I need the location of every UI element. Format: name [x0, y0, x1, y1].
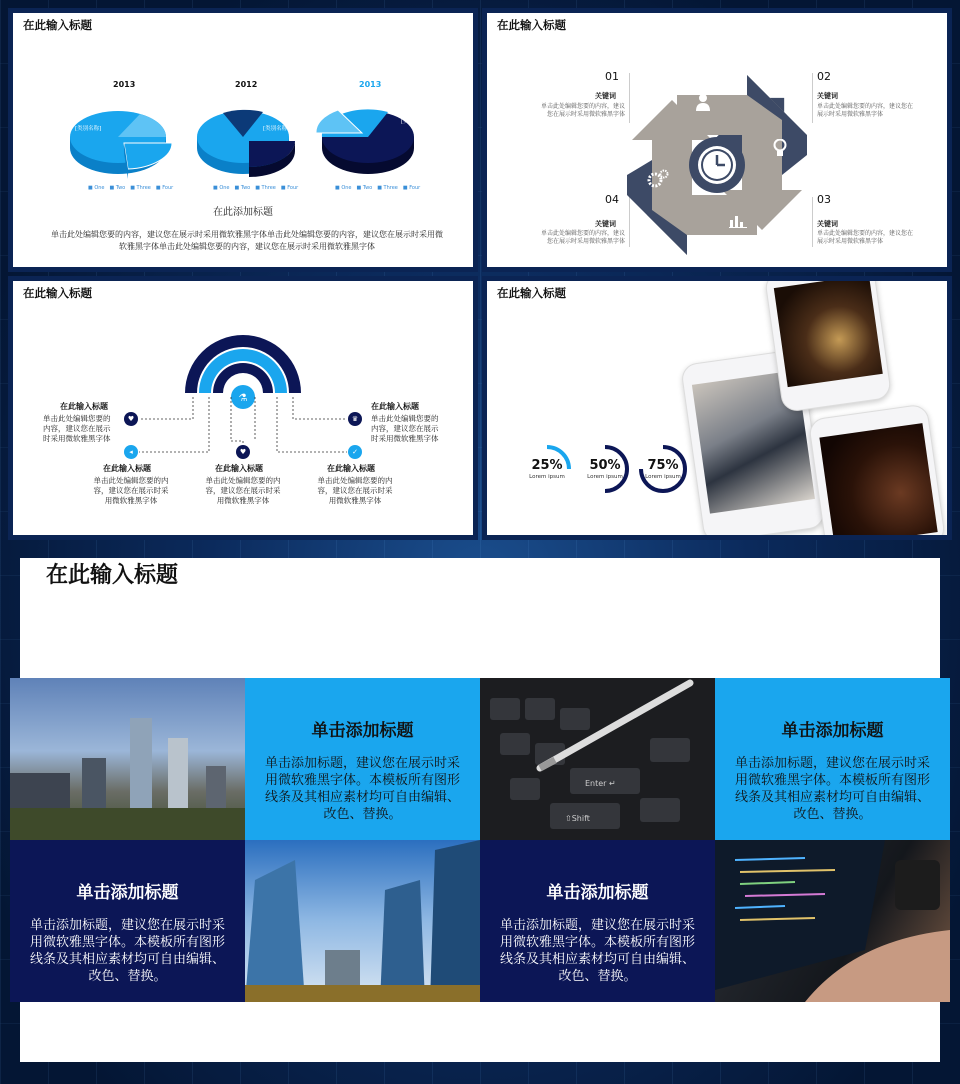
chart-icon [729, 213, 747, 227]
card-body: 单击添加标题，建议您在展示时采用微软雅黑字体。本模板所有图形线条及其相应素材均可自由编辑、改色、替换。 [29, 918, 225, 985]
pie2-label-b: [类别名称] [253, 101, 280, 107]
item-title: 在此输入标题 [371, 402, 419, 411]
item-title: 在此输入标题 [327, 464, 375, 473]
pie3-legend [335, 185, 420, 191]
lightbulb-icon [773, 139, 787, 157]
pie1-label-c: [类别名称] [75, 126, 102, 132]
legend-two: ■ Two [235, 185, 251, 191]
pie3-label-a: [类别名称] [339, 101, 366, 107]
slide-title: 在此输入标题 [497, 286, 566, 300]
slide-phones-stats[interactable] [482, 276, 952, 540]
item-01-number: 01 [605, 70, 619, 83]
item-04-number: 04 [605, 193, 619, 206]
item-02-number: 02 [817, 70, 831, 83]
divider [812, 73, 813, 123]
item-03-text: 单击此处编辑您要的内容，建议您在展示时采用微软雅黑字体 [817, 230, 914, 245]
pie-year-1: 2013 [113, 80, 136, 89]
card-body: 单击添加标题，建议您在展示时采用微软雅黑字体。本模板所有图形线条及其相应素材均可自由编辑、改色、替换。 [264, 756, 460, 823]
phone-image-dark [808, 403, 946, 535]
item-04-keyword: 关键词 [595, 220, 616, 228]
photo-city-skyline [10, 678, 245, 840]
stat-percent: 25% [531, 458, 563, 473]
photo-laptop-coding [715, 840, 950, 1002]
pie2-label-c: [类别名称] [263, 126, 290, 132]
item-01-text: 单击此处编辑您要的内容，建议您在展示时采用微软雅黑字体 [540, 103, 625, 118]
trophy-icon: ♛ [348, 412, 362, 426]
slide-title: 在此输入标题 [46, 563, 179, 588]
body-text: 单击此处编辑您要的内容，建议您在展示时采用微软雅黑字体单击此处编辑您要的内容，建议您在展示时采用微软雅黑字体单击此处编辑您要的内容，建议您在展示时采用微软雅黑字体 [51, 230, 443, 251]
card-body: 单击添加标题，建议您在展示时采用微软雅黑字体。本模板所有图形线条及其相应素材均可自由编辑、改色、替换。 [734, 756, 930, 823]
pie2-legend [213, 185, 298, 191]
text-card-2[interactable] [715, 678, 950, 840]
legend-one: ■ One [88, 185, 105, 191]
legend-four: ■ Four [281, 185, 298, 191]
legend-four: ■ Four [156, 185, 173, 191]
gears-icon [647, 169, 669, 189]
stat-label: Lorem ipsum [529, 474, 565, 480]
slide-pie-charts[interactable] [8, 8, 478, 272]
slide-title: 在此输入标题 [23, 18, 92, 32]
svg-text:⇧Shift: ⇧Shift [565, 814, 590, 823]
item-04-text: 单击此处编辑您要的内容，建议您在展示时采用微软雅黑字体 [540, 230, 625, 245]
thumbs-up-icon: ✓ [348, 445, 362, 459]
legend-two: ■ Two [357, 185, 373, 191]
card-heading: 单击添加标题 [546, 883, 649, 903]
stat-label: Lorem ipsum [587, 474, 623, 480]
item-title: 在此输入标题 [103, 464, 151, 473]
stat-label: Lorem ipsum [645, 474, 681, 480]
pie-chart-3 [316, 93, 426, 183]
pie1-label-b: [类别名称] [131, 103, 158, 109]
legend-three: ■ Three [377, 185, 398, 191]
item-text: 单击此处编辑您要的内容，建议您在展示时采用微软雅黑字体 [371, 414, 439, 444]
slide-cycle-diagram[interactable] [482, 8, 952, 272]
legend-two: ■ Two [110, 185, 126, 191]
megaphone-icon: ◂ [124, 445, 138, 459]
item-03-number: 03 [817, 193, 831, 206]
item-title: 在此输入标题 [215, 464, 263, 473]
legend-one: ■ One [335, 185, 352, 191]
text-card-3[interactable] [10, 840, 245, 1002]
item-text: 单击此处编辑您要的内容，建议您在展示时采用微软雅黑字体 [93, 476, 169, 506]
item-03-keyword: 关键词 [817, 220, 838, 228]
pie1-legend [88, 185, 173, 191]
item-title: 在此输入标题 [60, 402, 108, 411]
cycle-arrows-diagram [622, 65, 812, 265]
card-heading: 单击添加标题 [781, 721, 884, 741]
subtitle: 在此添加标题 [213, 207, 273, 218]
card-body: 单击添加标题，建议您在展示时采用微软雅黑字体。本模板所有图形线条及其相应素材均可自由编辑、改色、替换。 [499, 918, 695, 985]
svg-text:⚗: ⚗ [238, 393, 248, 404]
photo-keyboard-pen [480, 678, 715, 840]
heart-icon: ♥ [236, 445, 250, 459]
item-text: 单击此处编辑您要的内容，建议您在展示时采用微软雅黑字体 [317, 476, 393, 506]
legend-three: ■ Three [130, 185, 151, 191]
svg-text:Enter ↵: Enter ↵ [585, 779, 616, 788]
item-text: 单击此处编辑您要的内容，建议您在展示时采用微软雅黑字体 [43, 414, 111, 444]
pie-year-3: 2013 [359, 80, 382, 89]
slide-title: 在此输入标题 [497, 18, 566, 32]
item-01-keyword: 关键词 [595, 92, 616, 100]
stat-percent: 50% [589, 458, 621, 473]
pie2-label-a: [类别名称] [210, 103, 237, 109]
stat-percent: 75% [647, 458, 679, 473]
photo-skyscrapers [245, 840, 480, 1002]
legend-three: ■ Three [255, 185, 276, 191]
card-heading: 单击添加标题 [311, 721, 414, 741]
pie3-label-b: [类别名称] [401, 119, 428, 125]
card-heading: 单击添加标题 [76, 883, 179, 903]
slide-title: 在此输入标题 [23, 286, 92, 300]
legend-one: ■ One [213, 185, 230, 191]
text-card-1[interactable] [245, 678, 480, 840]
pie1-label-a: [类别名称] [83, 103, 110, 109]
item-02-text: 单击此处编辑您要的内容，建议您在展示时采用微软雅黑字体 [817, 103, 914, 118]
phone-image-sparkle [764, 281, 892, 413]
user-icon [695, 93, 711, 111]
item-02-keyword: 关键词 [817, 92, 838, 100]
text-card-4[interactable] [480, 840, 715, 1002]
slide-arc-diagram[interactable] [8, 276, 478, 540]
divider [812, 197, 813, 247]
heart-icon: ♥ [124, 412, 138, 426]
legend-four: ■ Four [403, 185, 420, 191]
pie-year-2: 2012 [235, 80, 258, 89]
item-text: 单击此处编辑您要的内容，建议您在展示时采用微软雅黑字体 [205, 476, 281, 506]
